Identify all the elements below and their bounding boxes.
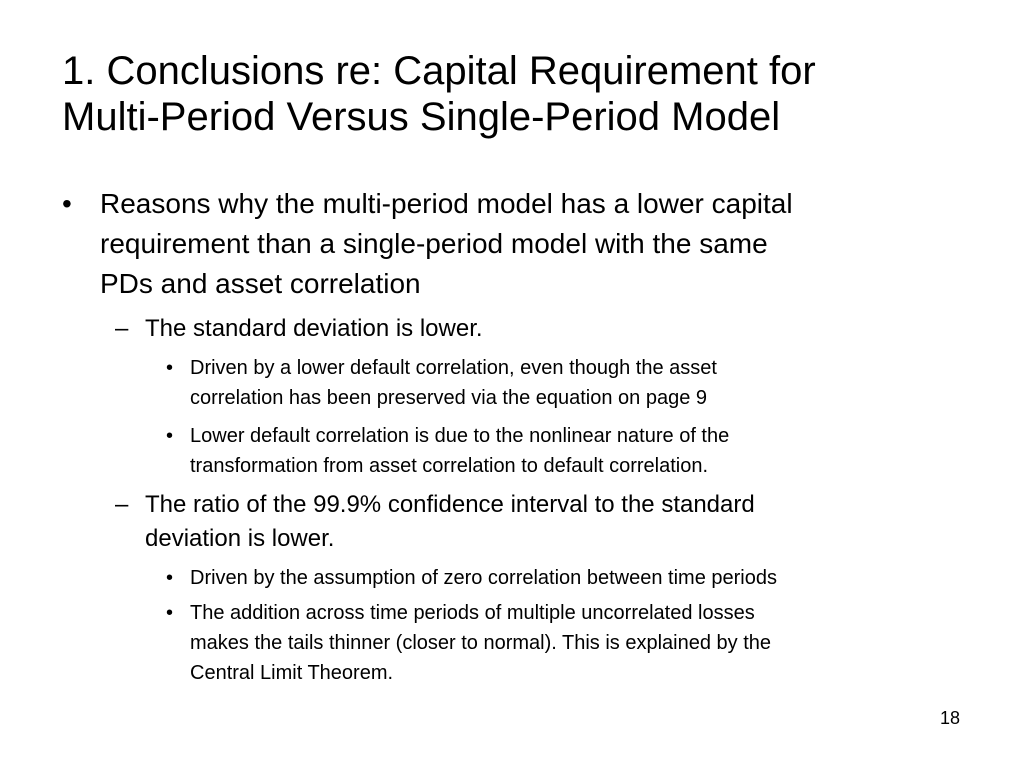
sub-bullet-confidence-ratio-text (145, 488, 965, 556)
main-bullet (62, 184, 970, 304)
bullet-marker: • (166, 567, 174, 589)
detail-bullet-default-correlation (166, 353, 980, 413)
sub-bullet-confidence-ratio-line-1: The ratio of the 99.9% confidence interval to the standard (145, 491, 755, 518)
main-bullet-line-1: Reasons why the multi-period model has a lower capital (100, 188, 793, 219)
bullet-marker: • (166, 357, 174, 379)
bullet-marker: • (166, 425, 174, 447)
detail-line-3: Central Limit Theorem. (190, 662, 394, 684)
slide-title-line-2: Multi-Period Versus Single-Period Model (62, 95, 781, 139)
sub-bullet-confidence-ratio-line-2: deviation is lower. (145, 525, 335, 552)
detail-bullet-zero-correlation (166, 563, 980, 593)
detail-bullet-text (190, 598, 980, 688)
sub-bullet-confidence-ratio (115, 488, 965, 556)
main-bullet-line-3: PDs and asset correlation (100, 268, 421, 299)
dash-marker: – (115, 315, 129, 342)
detail-line-1: Driven by the assumption of zero correlation between time periods (190, 567, 777, 589)
bullet-marker: • (166, 602, 174, 624)
sub-bullet-std-dev (115, 312, 965, 346)
main-bullet-text (100, 184, 970, 304)
main-bullet-line-2: requirement than a single-period model with the same (100, 228, 768, 259)
detail-bullet-text (190, 353, 980, 413)
detail-bullet-nonlinear (166, 421, 980, 481)
sub-bullet-std-dev-text (145, 312, 965, 346)
detail-bullet-central-limit (166, 598, 980, 688)
detail-line-2: transformation from asset correlation to default correlation. (190, 455, 709, 477)
detail-bullet-text (190, 563, 980, 593)
sub-bullet-std-dev-line-1: The standard deviation is lower. (145, 315, 483, 342)
detail-line-1: Lower default correlation is due to the nonlinear nature of the (190, 425, 730, 447)
detail-line-2: correlation has been preserved via the equation on page 9 (190, 387, 708, 409)
detail-bullet-text (190, 421, 980, 481)
bullet-marker: • (62, 188, 72, 219)
detail-line-2: makes the tails thinner (closer to normal). This is explained by the (190, 632, 772, 654)
detail-line-1: The addition across time periods of multiple uncorrelated losses (190, 602, 755, 624)
slide-title-line-1: 1. Conclusions re: Capital Requirement for (62, 49, 816, 93)
page-number: 18 (939, 708, 960, 728)
dash-marker: – (115, 491, 129, 518)
detail-line-1: Driven by a lower default correlation, even though the asset (190, 357, 717, 379)
